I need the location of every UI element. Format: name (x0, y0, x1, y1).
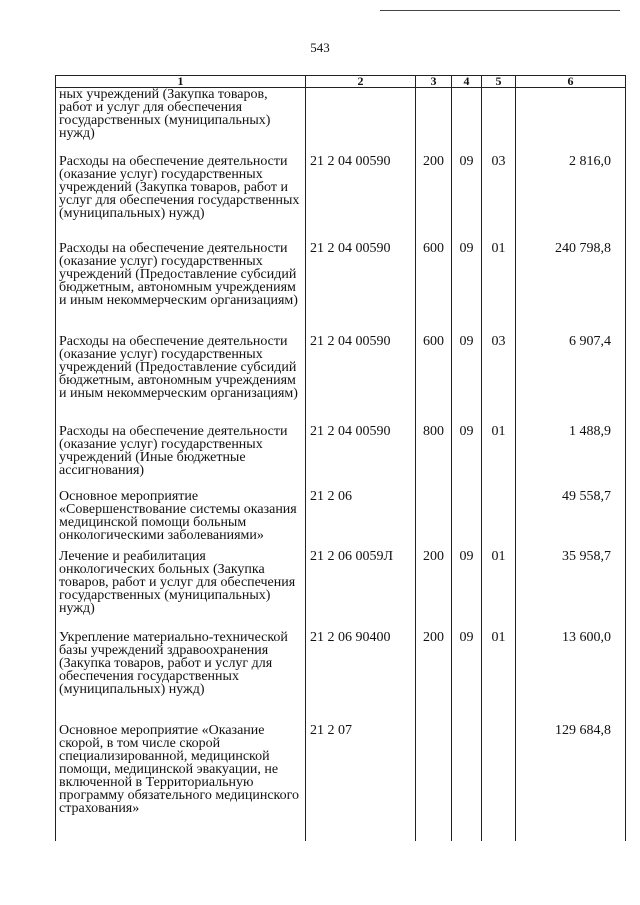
row-col-5: 01 (482, 425, 516, 490)
table-row (56, 724, 626, 841)
row-amount: 35 958,7 (516, 550, 626, 631)
row-col-4: 09 (452, 155, 482, 242)
header-col-1: 1 (56, 76, 306, 88)
row-col-4: 09 (452, 335, 482, 425)
row-col-5: 01 (482, 550, 516, 631)
row-col-5 (482, 490, 516, 550)
row-name: Лечение и реабилитация онкологических больных (Закупка товаров, работ и услуг для обеспечения государственных (муниципальных) нужд) (56, 550, 306, 631)
row-col-4 (452, 490, 482, 550)
row-code: 21 2 06 90400 (306, 631, 416, 724)
row-code: 21 2 04 00590 (306, 242, 416, 335)
row-col-5: 01 (482, 631, 516, 724)
row-col-5: 03 (482, 155, 516, 242)
table-row (56, 155, 626, 242)
row-code: 21 2 04 00590 (306, 155, 416, 242)
row-name: Расходы на обеспечение деятельности (оказание услуг) государственных учреждений (Закупка товаров, работ и услуг для обеспечения государственных (муниципальных) нужд) (56, 155, 306, 242)
header-col-2: 2 (306, 76, 416, 88)
row-code: 21 2 06 (306, 490, 416, 550)
row-col-3 (416, 724, 452, 841)
row-col-5 (482, 88, 516, 156)
row-col-3: 600 (416, 242, 452, 335)
table-row (56, 550, 626, 631)
row-col-3: 600 (416, 335, 452, 425)
row-col-5: 03 (482, 335, 516, 425)
row-col-3: 200 (416, 155, 452, 242)
row-amount (516, 88, 626, 156)
row-col-5: 01 (482, 242, 516, 335)
table-row (56, 425, 626, 490)
row-name: Расходы на обеспечение деятельности (оказание услуг) государственных учреждений (Предоставление субсидий бюджетным, автономным учреждениям и иным некоммерческим организациям) (56, 335, 306, 425)
header-col-3: 3 (416, 76, 452, 88)
row-amount: 49 558,7 (516, 490, 626, 550)
table-row (56, 631, 626, 724)
row-col-4: 09 (452, 550, 482, 631)
row-col-3: 200 (416, 550, 452, 631)
row-amount: 129 684,8 (516, 724, 626, 841)
row-col-3: 800 (416, 425, 452, 490)
row-code: 21 2 06 0059Л (306, 550, 416, 631)
row-name: Расходы на обеспечение деятельности (оказание услуг) государственных учреждений (Предоставление субсидий бюджетным, автономным учреждениям и иным некоммерческим организациям) (56, 242, 306, 335)
budget-table (55, 75, 626, 841)
table-row (56, 88, 626, 156)
row-name: Основное мероприятие «Совершенствование системы оказания медицинской помощи больным онкологическими заболеваниями» (56, 490, 306, 550)
row-code: 21 2 07 (306, 724, 416, 841)
row-name: ных учреждений (Закупка товаров, работ и услуг для обеспечения государственных (муниципальных) нужд) (56, 88, 306, 156)
table-row (56, 490, 626, 550)
table-row (56, 335, 626, 425)
row-col-5 (482, 724, 516, 841)
table-row (56, 242, 626, 335)
row-amount: 2 816,0 (516, 155, 626, 242)
row-name: Основное мероприятие «Оказание скорой, в том числе скорой специализированной, медицинской помощи, медицинской эвакуации, не включенной в Территориальную программу обязательного медицинского страхования» (56, 724, 306, 841)
row-code (306, 88, 416, 156)
header-col-6: 6 (516, 76, 626, 88)
row-amount: 1 488,9 (516, 425, 626, 490)
row-col-3 (416, 490, 452, 550)
row-amount: 240 798,8 (516, 242, 626, 335)
header-col-4: 4 (452, 76, 482, 88)
row-col-4 (452, 724, 482, 841)
row-name: Расходы на обеспечение деятельности (оказание услуг) государственных учреждений (Иные бюджетные ассигнования) (56, 425, 306, 490)
row-code: 21 2 04 00590 (306, 425, 416, 490)
row-col-4: 09 (452, 425, 482, 490)
header-col-5: 5 (482, 76, 516, 88)
row-code: 21 2 04 00590 (306, 335, 416, 425)
row-col-4: 09 (452, 631, 482, 724)
row-col-4: 09 (452, 242, 482, 335)
row-amount: 6 907,4 (516, 335, 626, 425)
page-number: 543 (310, 40, 330, 55)
row-col-3: 200 (416, 631, 452, 724)
top-rule (380, 10, 620, 11)
row-amount: 13 600,0 (516, 631, 626, 724)
row-col-4 (452, 88, 482, 156)
header-row (56, 76, 626, 88)
row-col-3 (416, 88, 452, 156)
row-name: Укрепление материально-технической базы учреждений здравоохранения (Закупка товаров, работ и услуг для обеспечения государственных (муниципальных) нужд) (56, 631, 306, 724)
